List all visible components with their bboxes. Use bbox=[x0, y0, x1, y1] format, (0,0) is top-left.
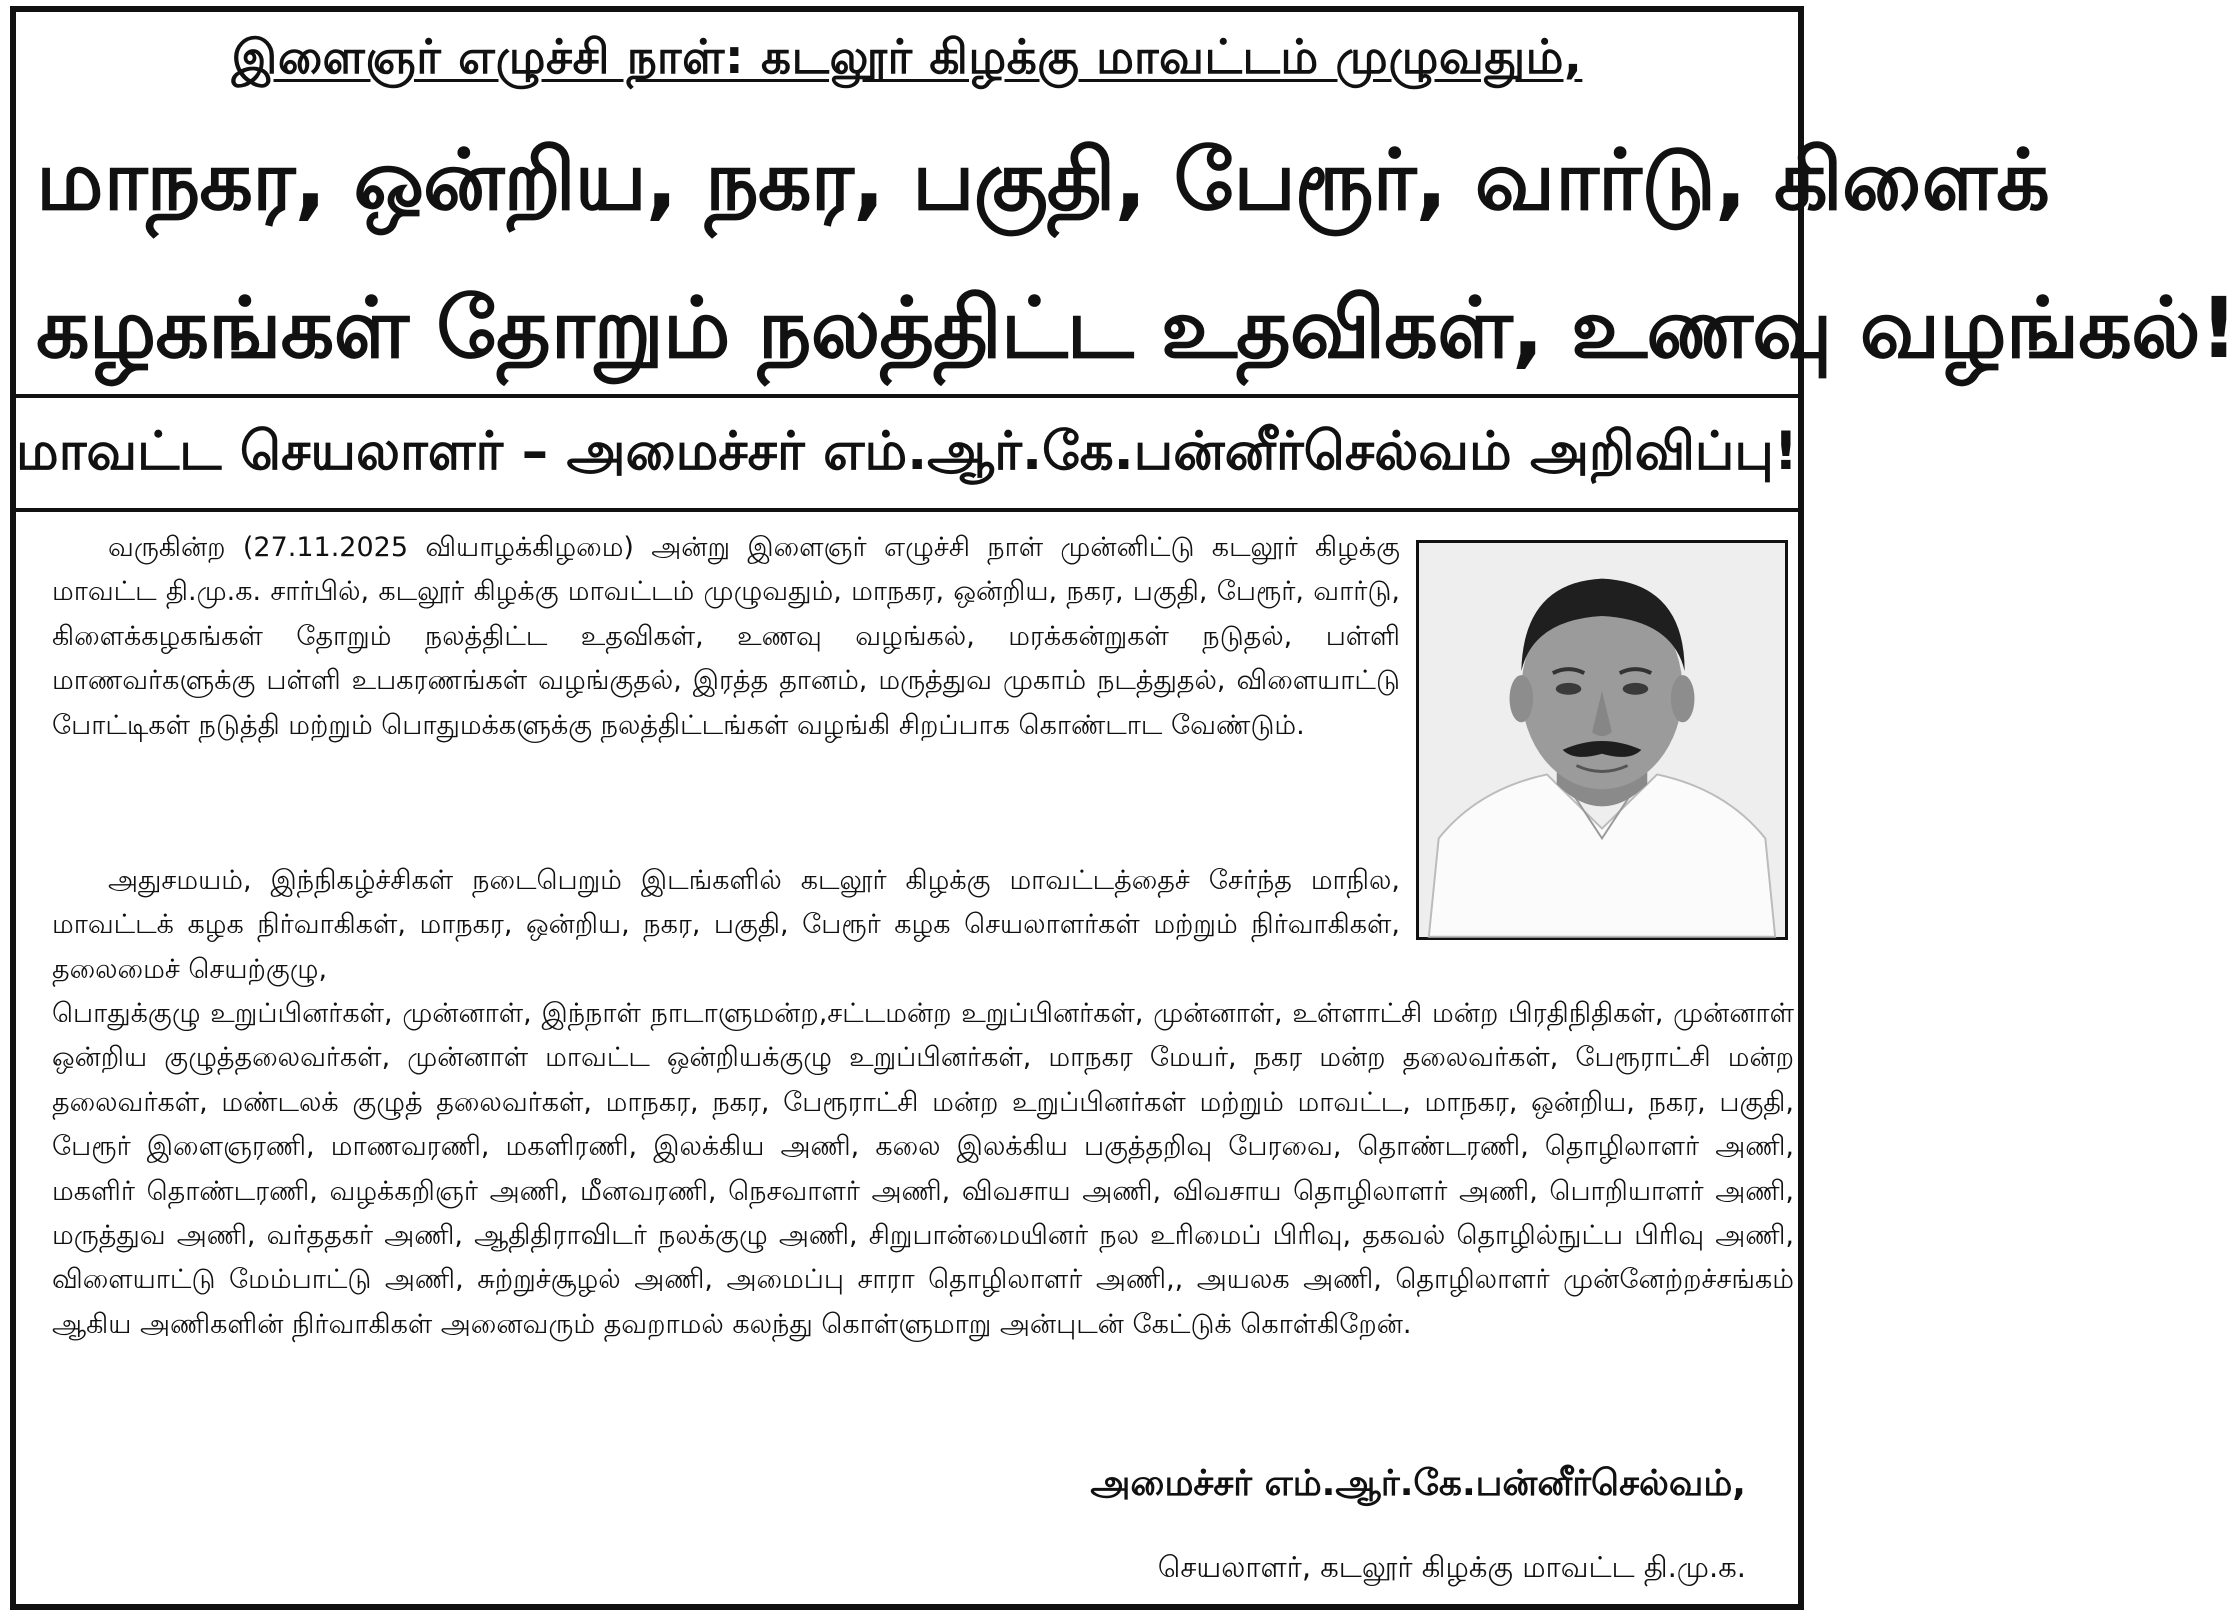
kicker-heading: இளைஞர் எழுச்சி நாள்: கடலூர் கிழக்கு மாவட்டம் முழுவதும், bbox=[231, 30, 1583, 85]
body-paragraph-2-start: அதுசமயம், இந்நிகழ்ச்சிகள் நடைபெறும் இடங்களில் கடலூர் கிழக்கு மாவட்டத்தைச் சேர்ந்த மாநில, மாவட்டக் கழக நிர்வாகிகள், மாநகர, ஒன்றிய, நகர, பகுதி, பேரூர் கழக செயலாளர்கள் மற்றும் நிர்வாகிகள், தலைமைச் செயற்குழு, bbox=[52, 865, 1400, 985]
body-paragraph-2-continued: பொதுக்குழு உறுப்பினர்கள், முன்னாள், இந்நாள் நாடாளுமன்ற,சட்டமன்ற உறுப்பினர்கள், முன்னாள், உள்ளாட்சி மன்ற பிரதிநிதிகள், முன்னாள் ஒன்றிய குழுத்தலைவர்கள், முன்னாள் மாவட்ட ஒன்றியக்குழு உறுப்பினர்கள், மாநகர மேயர், நகர மன்ற தலைவர்கள், பேரூராட்சி மன்ற தலைவர்கள், மண்டலக் குழுத் தலைவர்கள், மாநகர, நகர, பேரூராட்சி மன்ற உறுப்பினர்கள் மற்றும் மாவட்ட, மாநகர, ஒன்றிய, நகர, பகுதி, பேரூர் இளைஞரணி, மாணவரணி, மகளிரணி, இலக்கிய அணி, கலை இலக்கிய பகுத்தறிவு பேரவை, தொண்டரணி, தொழிலாளர் அணி, மகளிர் தொண்டரணி, வழக்கறிஞர் அணி, மீனவரணி, நெசவாளர் அணி, விவசாய அணி, விவசாய தொழிலாளர் அணி, பொறியாளர் அணி, மருத்துவ அணி, வர்ததகர் அணி, ஆதிதிராவிடர் நலக்குழு அணி, சிறுபான்மையினர் நல உரிமைப் பிரிவு, தகவல் தொழில்நுட்ப பிரிவு அணி, விளையாட்டு மேம்பாட்டு அணி, சுற்றுச்சூழல் அணி, அமைப்பு சாரா தொழிலாளர் அணி,, அயலக அணி, தொழிலாளர் முன்னேற்றச்சங்கம் ஆகிய அணிகளின் நிர்வாகிகள் அனைவரும் தவறாமல் கலந்து கொள்ளுமாறு அன்புடன் கேட்டுக் கொள்கிறேன். bbox=[52, 998, 1794, 1340]
body-paragraph-1: வருகின்ற (27.11.2025 வியாழக்கிழமை) அன்று இளைஞர் எழுச்சி நாள் முன்னிட்டு கடலூர் கிழக்கு மாவட்ட தி.மு.க. சார்பில், கடலூர் கிழக்கு மாவட்டம் முழுவதும், மாநகர, ஒன்றிய, நகர, பகுதி, பேரூர், வார்டு, கிளைக்கழகங்கள் தோறும் நலத்திட்ட உதவிகள், உணவு வழங்கல், மரக்கன்றுகள் நடுதல், பள்ளி மாணவர்களுக்கு பள்ளி உபகரணங்கள் வழங்குதல், இரத்த தானம், மருத்துவ முகாம் நடத்துதல், விளையாட்டு போட்டிகள் நடுத்தி மற்றும் பொதுமக்களுக்கு நலத்திட்டங்கள் வழங்கி சிறப்பாக கொண்டாட வேண்டும். bbox=[52, 532, 1400, 741]
subheading: மாவட்ட செயலாளர் – அமைச்சர் எம்.ஆர்.கே.பன்னீர்செல்வம் அறிவிப்பு! bbox=[16, 421, 1798, 482]
signature-title: செயலாளர், கடலூர் கிழக்கு மாவட்ட தி.மு.க. bbox=[1157, 1550, 1746, 1584]
announcement-page bbox=[10, 6, 2237, 1610]
divider-top bbox=[16, 394, 1798, 398]
portrait-photo bbox=[1416, 540, 1788, 940]
headline-line-2: கழகங்கள் தோறும் நலத்திட்ட உதவிகள், உணவு வழங்கல்! bbox=[36, 279, 2237, 377]
headline-line-1: மாநகர, ஒன்றிய, நகர, பகுதி, பேரூர், வார்டு, கிளைக் bbox=[36, 131, 2049, 229]
divider-bottom bbox=[16, 508, 1798, 512]
signature-name: அமைச்சர் எம்.ஆர்.கே.பன்னீர்செல்வம், bbox=[1090, 1463, 1746, 1504]
